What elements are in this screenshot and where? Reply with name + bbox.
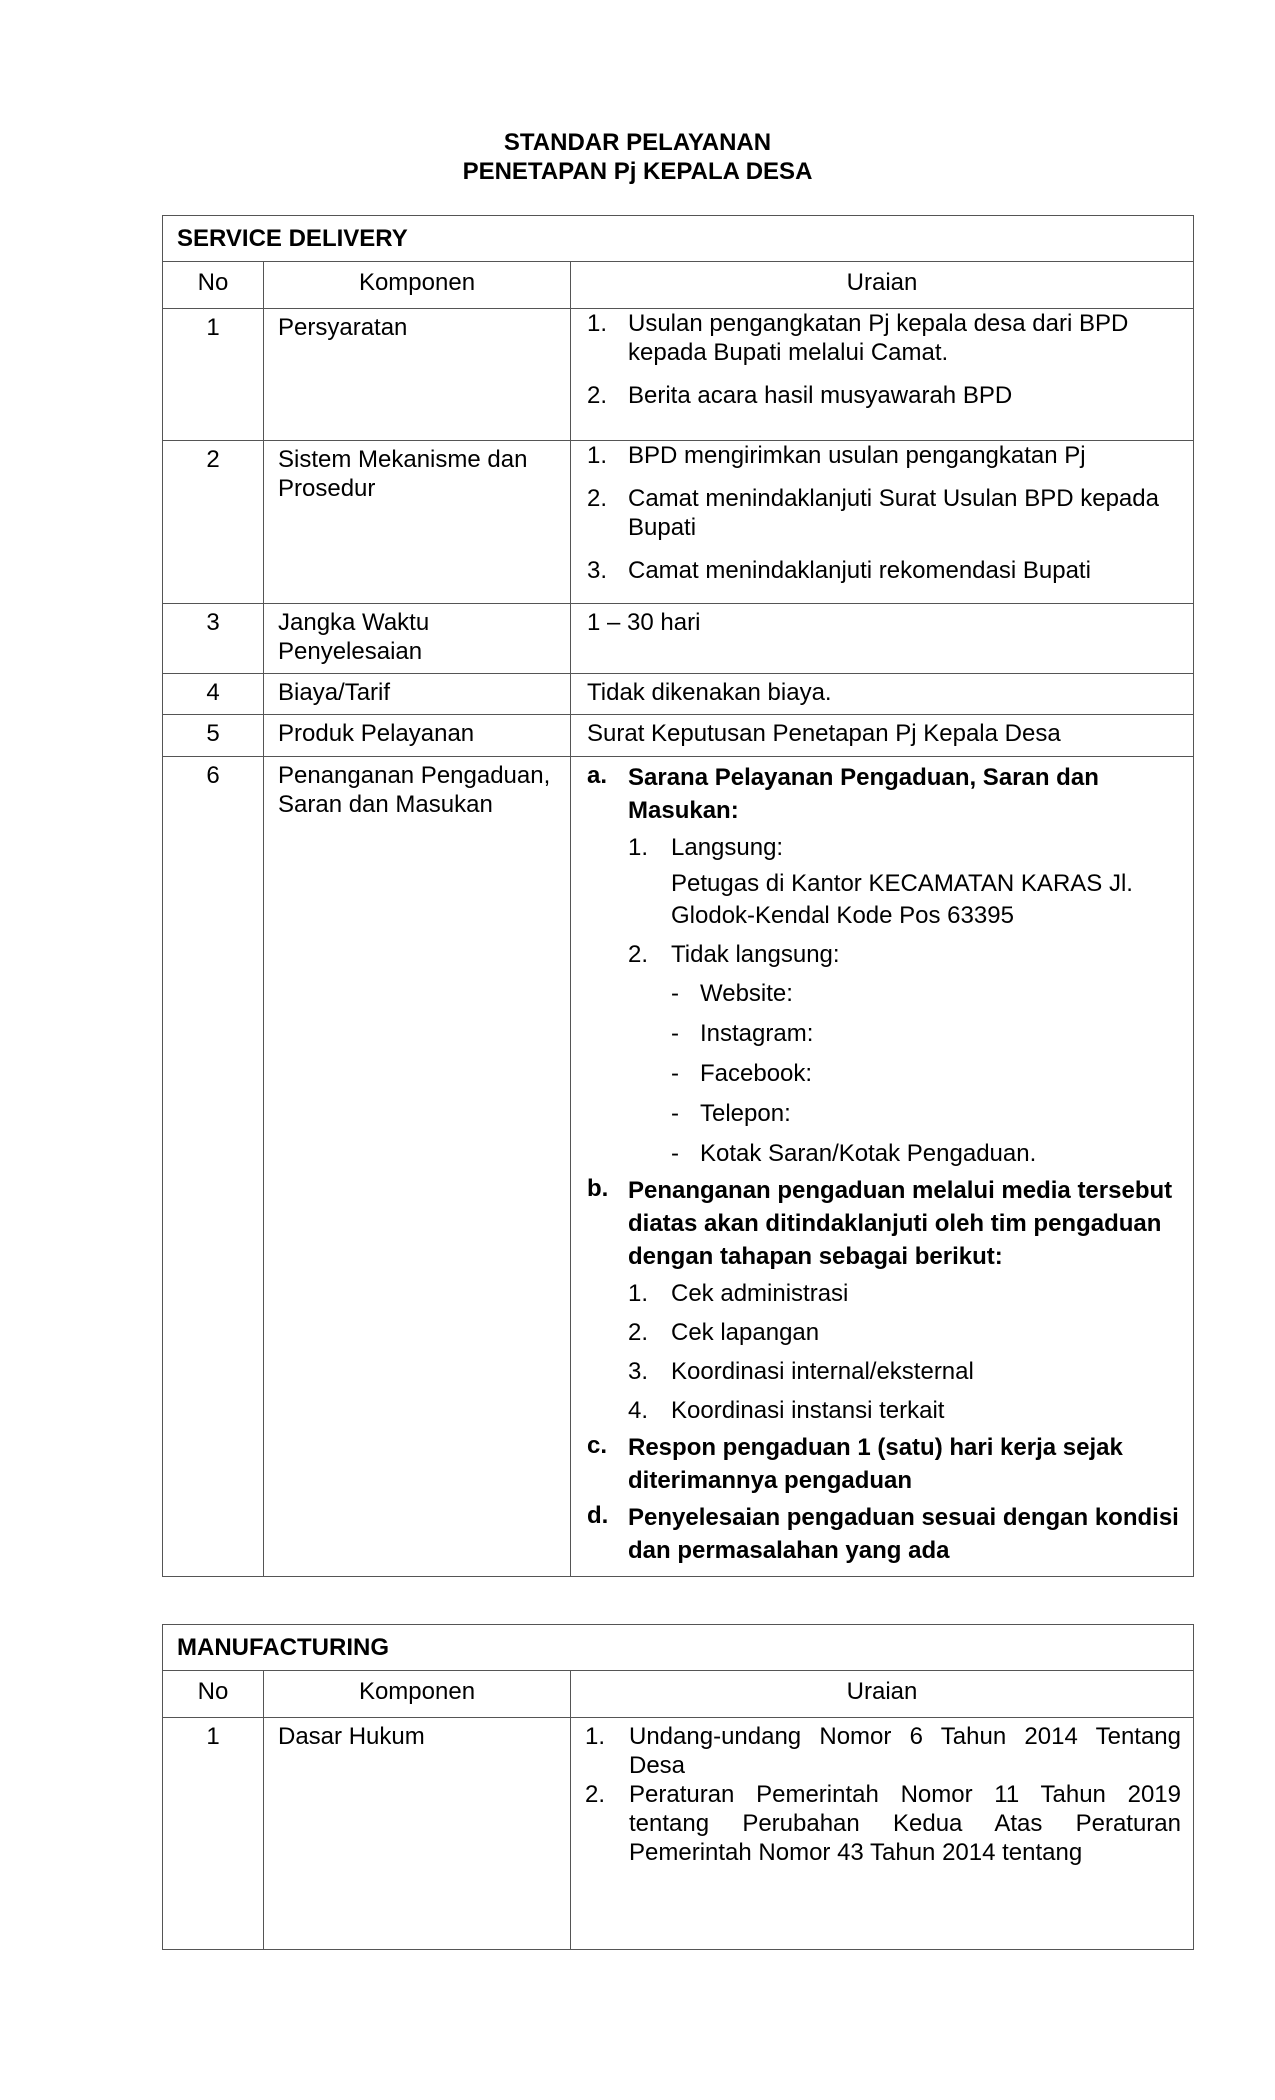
title-line-2: PENETAPAN Pj KEPALA DESA	[462, 158, 813, 185]
row-no: 5	[163, 715, 264, 757]
list-item: c. Respon pengaduan 1 (satu) hari kerja sejak diterimannya pengaduan	[587, 1432, 1123, 1494]
header-komponen: Komponen	[264, 1671, 571, 1718]
document-title	[0, 128, 1275, 186]
row-komponen: Produk Pelayanan	[264, 715, 571, 757]
table-row	[163, 674, 1194, 715]
list-item: 1. Usulan pengangkatan Pj kepala desa dari BPD kepada Bupati melalui Camat.	[587, 310, 1129, 366]
table-row	[163, 441, 1194, 604]
header-uraian: Uraian	[571, 262, 1194, 309]
table-header	[163, 262, 1194, 309]
list-item: - Instagram:	[671, 1020, 814, 1047]
list-item: 1. BPD mengirimkan usulan pengangkatan Pj	[587, 442, 1086, 469]
list-item: 3. Koordinasi internal/eksternal	[628, 1358, 974, 1385]
list-item: 2. Tidak langsung:	[628, 941, 840, 968]
row-no: 3	[163, 604, 264, 674]
row-no: 4	[163, 674, 264, 715]
header-komponen: Komponen	[264, 262, 571, 309]
table-row	[163, 309, 1194, 441]
section-title: MANUFACTURING	[163, 1625, 1194, 1671]
row-uraian: 1 – 30 hari	[571, 604, 1194, 674]
header-no: No	[163, 1671, 264, 1718]
title-line-1: STANDAR PELAYANAN	[503, 129, 772, 156]
row-no: 6	[163, 757, 264, 1577]
row-komponen: Biaya/Tarif	[264, 674, 571, 715]
table-row	[163, 757, 1194, 1577]
list-item: - Website:	[671, 980, 793, 1007]
row-uraian	[571, 1718, 1194, 1950]
table-row	[163, 604, 1194, 674]
manufacturing-table	[162, 1624, 1194, 1950]
list-item: 2. Berita acara hasil musyawarah BPD	[587, 382, 1013, 409]
header-uraian: Uraian	[571, 1671, 1194, 1718]
row-komponen: Persyaratan	[264, 309, 571, 441]
row-uraian	[571, 441, 1194, 604]
list-item: a. Sarana Pelayanan Pengaduan, Saran dan Masukan:	[587, 762, 1099, 824]
list-item: 3. Camat menindaklanjuti rekomendasi Bupati	[587, 557, 1091, 584]
row-komponen: Sistem Mekanisme dan Prosedur	[264, 441, 571, 604]
row-no: 2	[163, 441, 264, 604]
list-item-detail: Petugas di Kantor KECAMATAN KARAS Jl. Glodok-Kendal Kode Pos 63395	[671, 870, 1133, 929]
header-no: No	[163, 262, 264, 309]
row-uraian	[571, 757, 1194, 1577]
service-delivery-table	[162, 215, 1194, 1577]
list-item: 4. Koordinasi instansi terkait	[628, 1397, 945, 1424]
row-uraian	[571, 309, 1194, 441]
row-uraian: Tidak dikenakan biaya.	[571, 674, 1194, 715]
list-item: 1. Undang-undang Nomor 6 Tahun 2014 Tentang Desa	[585, 1723, 1181, 1779]
list-item: 2. Peraturan Pemerintah Nomor 11 Tahun 2019 tentang Perubahan Kedua Atas Peraturan Pemerintah Nomor 43 Tahun 2014 tentang	[585, 1781, 1181, 1866]
list-item: 1. Cek administrasi	[628, 1280, 849, 1307]
section-title: SERVICE DELIVERY	[163, 216, 1194, 262]
table-row	[163, 715, 1194, 757]
list-item: 1. Langsung:	[628, 834, 784, 861]
row-komponen: Dasar Hukum	[264, 1718, 571, 1950]
table-header	[163, 1671, 1194, 1718]
list-item: d. Penyelesaian pengaduan sesuai dengan kondisi dan permasalahan yang ada	[587, 1502, 1179, 1564]
list-item: 2. Camat menindaklanjuti Surat Usulan BPD kepada Bupati	[587, 485, 1159, 541]
list-item: b. Penanganan pengaduan melalui media tersebut diatas akan ditindaklanjuti oleh tim pengaduan dengan tahapan sebagai berikut:	[587, 1175, 1173, 1270]
row-uraian: Surat Keputusan Penetapan Pj Kepala Desa	[571, 715, 1194, 757]
row-no: 1	[163, 1718, 264, 1950]
list-item: - Facebook:	[671, 1060, 813, 1087]
list-item: 2. Cek lapangan	[628, 1319, 820, 1346]
row-no: 1	[163, 309, 264, 441]
list-item: - Telepon:	[671, 1100, 791, 1127]
list-item: - Kotak Saran/Kotak Pengaduan.	[671, 1140, 1037, 1167]
row-komponen: Penanganan Pengaduan, Saran dan Masukan	[264, 757, 571, 1577]
row-komponen: Jangka Waktu Penyelesaian	[264, 604, 571, 674]
table-row	[163, 1718, 1194, 1950]
